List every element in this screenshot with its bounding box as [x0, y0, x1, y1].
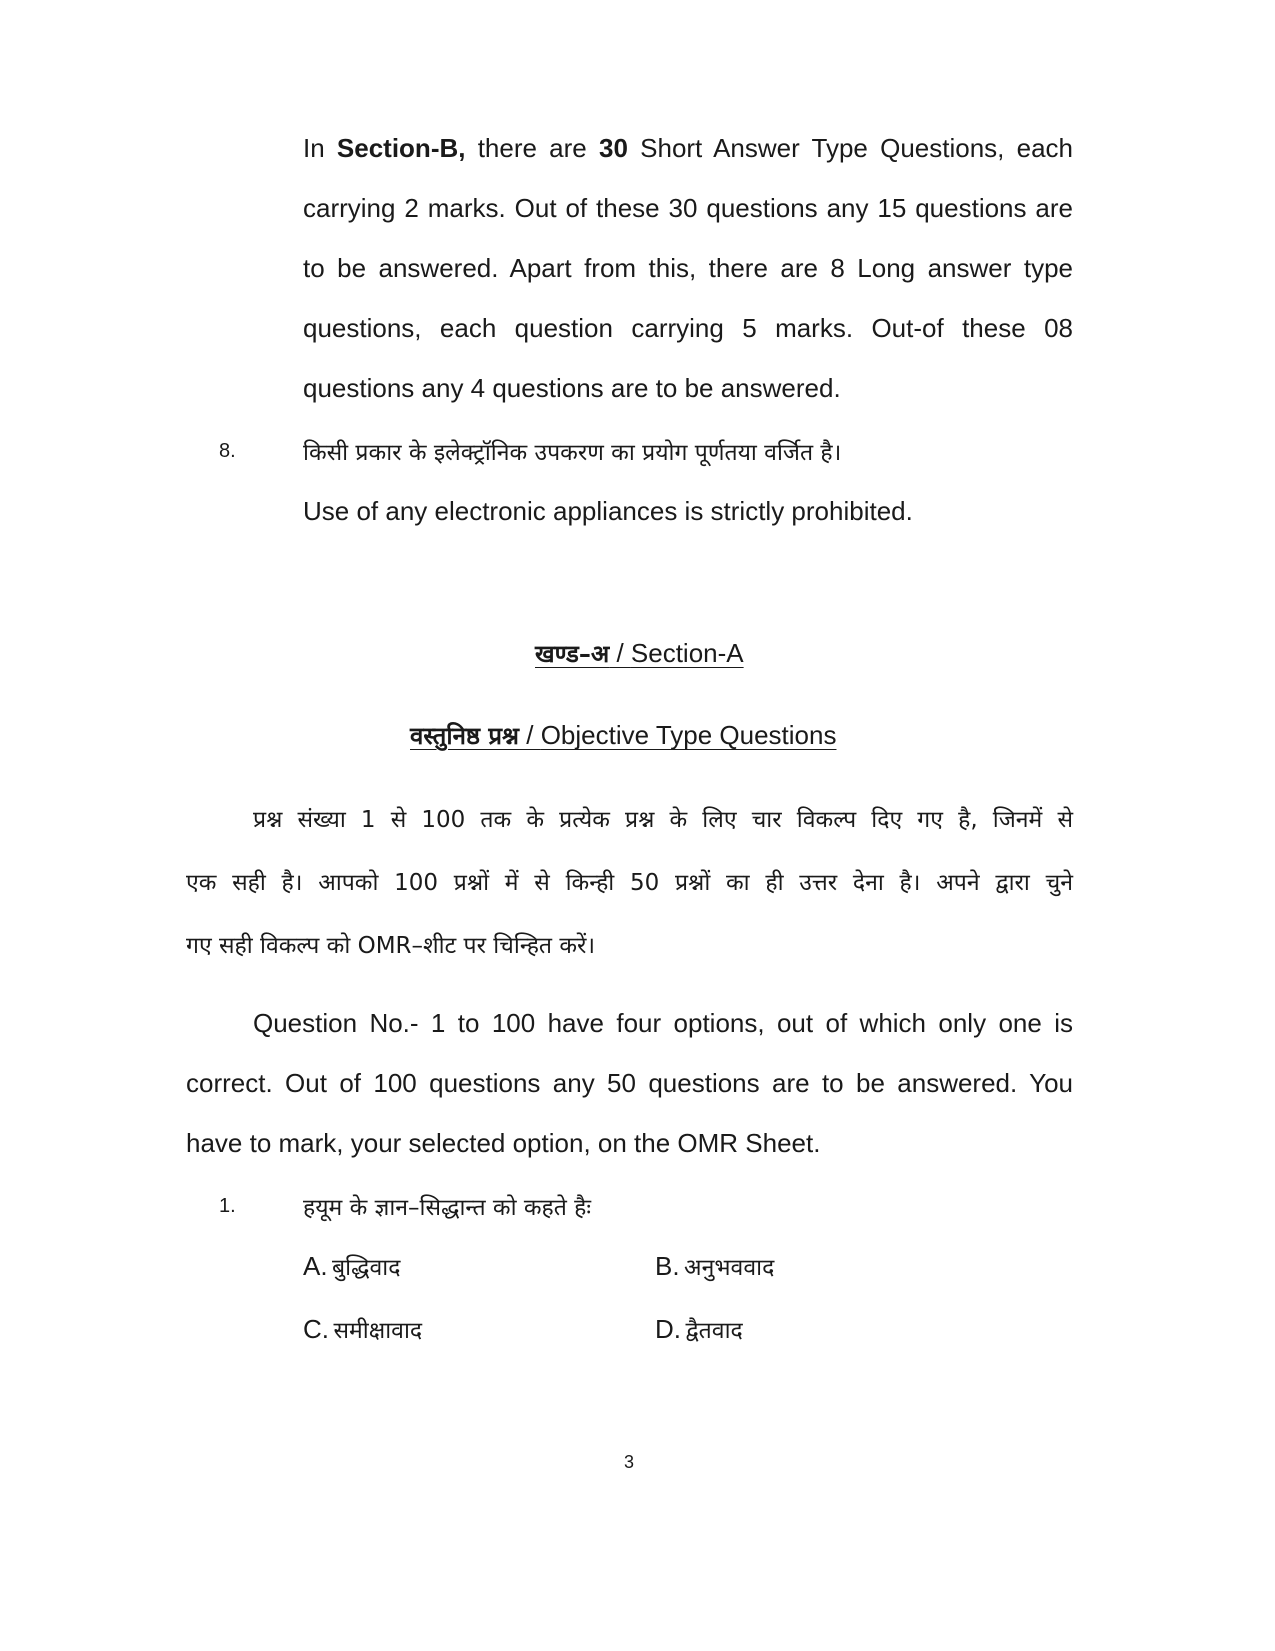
section-b-line-5: questions any 4 questions are to be answered.: [303, 373, 841, 403]
section-b-bold: Section-B,: [336, 133, 466, 163]
item-8-hindi: किसी प्रकार के इलेक्ट्रॉनिक उपकरण का प्रयोग पूर्णतया वर्जित है।: [303, 440, 842, 466]
option-d: D. द्वैतवाद: [655, 1314, 743, 1344]
count-bold: 30: [599, 133, 628, 163]
objective-subheading: वस्तुनिष्ठ प्रश्न / Objective Type Questions: [410, 720, 837, 750]
instructions-hi-line-1: प्रश्न संख्या 1 से 100 तक के प्रत्येक प्रश्न के लिए चार विकल्प दिए गए है, जिनमें से: [253, 807, 1073, 833]
instructions-en-line-2: correct. Out of 100 questions any 50 questions are to be answered. You: [186, 1068, 1073, 1098]
option-a: A. बुद्धिवाद: [303, 1251, 401, 1281]
instructions-hi-line-3: गए सही विकल्प को OMR–शीट पर चिन्हित करें।: [186, 933, 596, 959]
section-b-line-1: In Section-B, there are 30 Short Answer Type Questions, each: [303, 133, 1073, 163]
option-b: B. अनुभववाद: [655, 1251, 775, 1281]
item-8-english: Use of any electronic appliances is strictly prohibited.: [303, 496, 913, 526]
page-number: 3: [624, 1452, 635, 1472]
section-a-heading: खण्ड–अ / Section-A: [535, 638, 744, 668]
instructions-en-line-3: have to mark, your selected option, on the OMR Sheet.: [186, 1128, 821, 1158]
question-1-number: 1.: [219, 1195, 236, 1217]
option-c: C. समीक्षावाद: [303, 1314, 423, 1344]
section-b-line-3: to be answered. Apart from this, there are 8 Long answer type: [303, 253, 1073, 283]
section-b-line-2: carrying 2 marks. Out of these 30 questions any 15 questions are: [303, 193, 1073, 223]
instructions-en-line-1: Question No.- 1 to 100 have four options, out of which only one is: [253, 1008, 1073, 1038]
section-b-line-4: questions, each question carrying 5 marks. Out-of these 08: [303, 313, 1073, 343]
item-8-number: 8.: [219, 440, 236, 462]
instructions-hi-line-2: एक सही है। आपको 100 प्रश्नों में से किन्ही 50 प्रश्नों का ही उत्तर देना है। अपने द्वारा चुने: [186, 870, 1073, 896]
question-1-text: हयूम के ज्ञान–सिद्धान्त को कहते हैः: [303, 1195, 591, 1221]
